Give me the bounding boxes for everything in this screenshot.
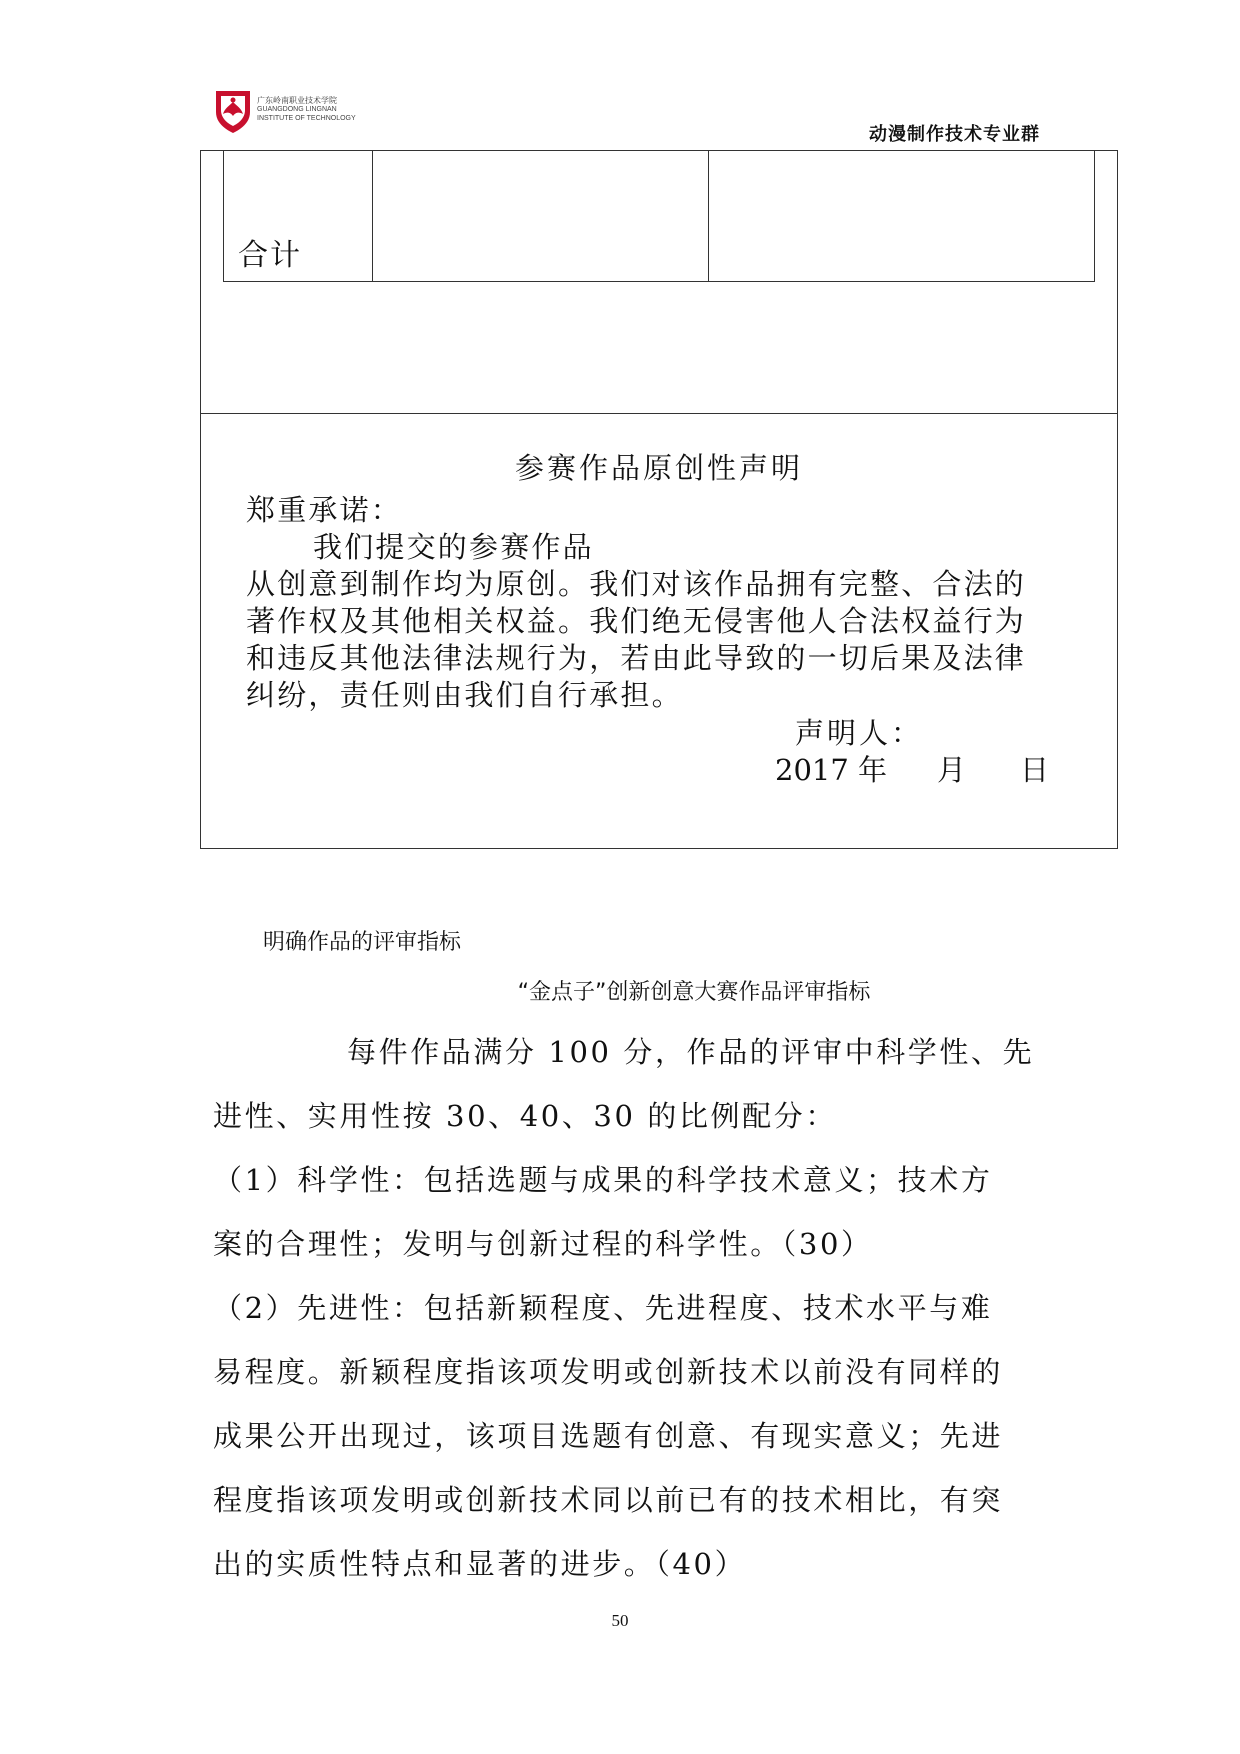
page-number: 50 — [611, 1611, 629, 1630]
logo-en-name-2: INSTITUTE OF TECHNOLOGY — [257, 115, 356, 122]
criteria-line: 进性、实用性按 30、40、30 的比例配分： — [213, 1099, 837, 1133]
department-name: 动漫制作技术专业群 — [869, 124, 1040, 145]
criteria-line: 出的实质性特点和显著的进步。（40） — [213, 1547, 747, 1581]
criteria-line: 易程度。新颖程度指该项发明或创新技术以前没有同样的 — [213, 1355, 1004, 1389]
criteria-line: 每件作品满分 100 分，作品的评审中科学性、先 — [347, 1035, 1035, 1069]
logo-en-name-1: GUANGDONG LINGNAN — [257, 106, 337, 113]
declaration-line: 从创意到制作均为原创。我们对该作品拥有完整、合法的 — [246, 567, 1027, 601]
declaration-line: 纠纷，责任则由我们自行承担。 — [246, 678, 683, 712]
school-emblem-icon — [213, 88, 253, 134]
subtable-col-line-2 — [708, 150, 709, 282]
logo-cn-name: 广东岭南职业技术学院 — [257, 96, 337, 105]
criteria-heading: 明确作品的评审指标 — [263, 930, 462, 955]
declaration-line: 和违反其他法律法规行为，若由此导致的一切后果及法律 — [246, 641, 1027, 675]
criteria-title: “金点子”创新创意大赛作品评审指标 — [517, 980, 871, 1005]
criteria-line: 案的合理性；发明与创新过程的科学性。（30） — [213, 1227, 873, 1261]
criteria-line: 成果公开出现过，该项目选题有创意、有现实意义；先进 — [213, 1419, 1004, 1453]
score-subtable — [223, 150, 1095, 282]
subtable-col-line-1 — [372, 150, 373, 282]
date-year: 2017 年 — [775, 753, 888, 787]
date-month: 月 — [937, 753, 967, 787]
table-divider — [200, 413, 1118, 414]
criteria-line: 程度指该项发明或创新技术同以前已有的技术相比，有突 — [213, 1483, 1004, 1517]
criteria-line: （1）科学性：包括选题与成果的科学技术意义；技术方 — [213, 1163, 993, 1197]
declarant-label: 声明人： — [795, 716, 924, 750]
date-day: 日 — [1020, 753, 1050, 787]
total-label: 合计 — [238, 238, 302, 273]
criteria-line: （2）先进性：包括新颖程度、先进程度、技术水平与难 — [213, 1291, 993, 1325]
declaration-line: 我们提交的参赛作品 — [313, 530, 594, 564]
declaration-line: 著作权及其他相关权益。我们绝无侵害他人合法权益行为 — [246, 604, 1027, 638]
declaration-title: 参赛作品原创性声明 — [514, 451, 803, 485]
school-logo — [213, 88, 356, 138]
declaration-line: 郑重承诺： — [246, 493, 403, 527]
